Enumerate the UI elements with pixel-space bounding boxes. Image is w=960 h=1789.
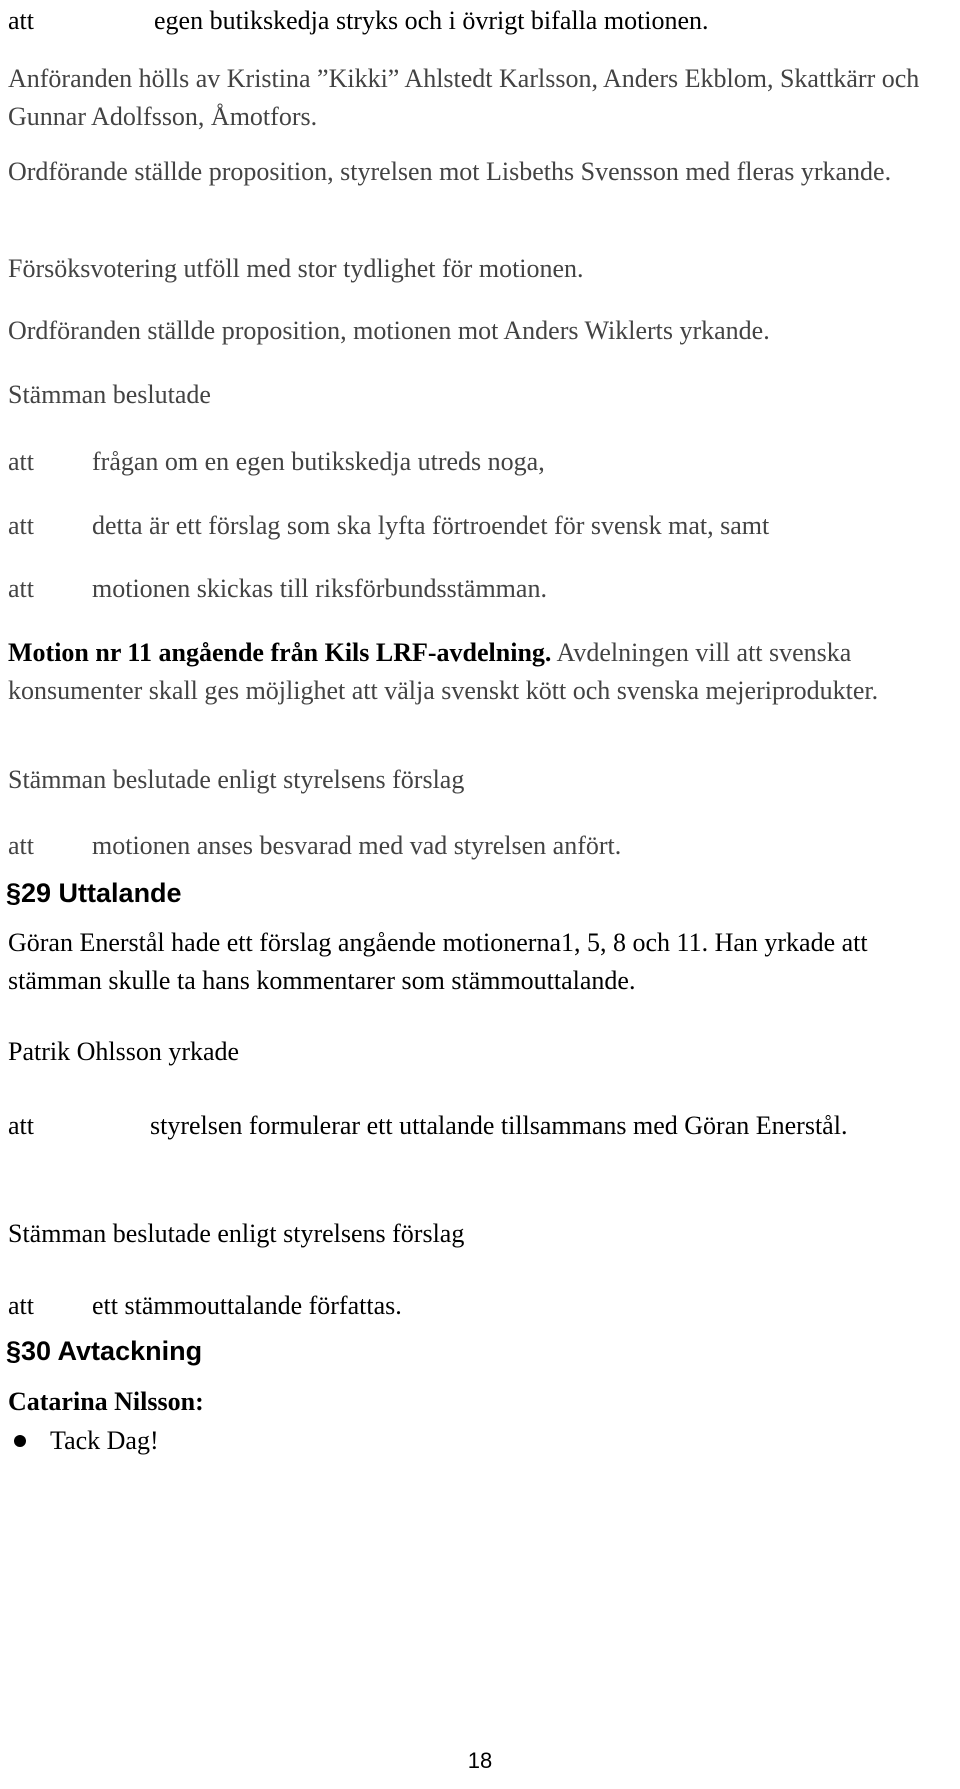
att-label: att <box>8 6 34 35</box>
att-clause <box>8 827 948 865</box>
bullet-icon <box>14 1435 26 1447</box>
att-clause-text: motionen skickas till riksförbundsstämman. <box>92 574 547 603</box>
motion-11-title: Motion nr 11 angående från Kils LRF-avdelning. <box>8 638 552 667</box>
list-item <box>10 1422 410 1460</box>
att-clause-text: frågan om en egen butikskedja utreds noga, <box>92 447 545 476</box>
att-clause-text: styrelsen formulerar ett uttalande tillsammans med Göran Enerstål. <box>150 1111 848 1140</box>
trial-vote-paragraph: Försöksvotering utföll med stor tydlighet för motionen. <box>8 254 584 283</box>
section-29-heading: §29 Uttalande <box>6 878 182 908</box>
att-clause <box>8 2 948 40</box>
att-clause <box>8 570 948 608</box>
att-label: att <box>8 1291 34 1320</box>
chair-proposition-paragraph: Ordförande ställde proposition, styrelsen mot Lisbeths Svensson med fleras yrkande. <box>8 157 892 186</box>
att-label: att <box>8 447 34 476</box>
att-clause <box>8 507 948 545</box>
att-clause <box>8 1107 948 1187</box>
att-label: att <box>8 511 34 540</box>
att-clause-text: ett stämmouttalande författas. <box>92 1291 402 1320</box>
att-label: att <box>8 574 34 603</box>
chair-proposition-paragraph-2: Ordföranden ställde proposition, motionen mot Anders Wiklerts yrkande. <box>8 316 770 345</box>
section-29-paragraph: Göran Enerstål hade ett förslag angående motionerna1, 5, 8 och 11. Han yrkade att stämman skulle ta hans kommentarer som stämmouttalande. <box>8 928 868 995</box>
speaker-label: Catarina Nilsson: <box>8 1387 204 1416</box>
decision-intro: Stämman beslutade <box>8 380 211 409</box>
proposer-line: Patrik Ohlsson yrkade <box>8 1037 240 1066</box>
speeches-paragraph: Anföranden hölls av Kristina ”Kikki” Ahlstedt Karlsson, Anders Ekblom, Skattkärr och Gunnar Adolfsson, Åmotfors. <box>8 64 920 131</box>
decision-intro: Stämman beslutade enligt styrelsens förslag <box>8 1219 465 1248</box>
motion-11-body: Avdelningen vill att svenska konsumenter skall ges möjlighet att välja svenskt kött och svenska mejeriprodukter. <box>8 638 879 705</box>
att-clause-text: egen butikskedja stryks och i övrigt bifalla motionen. <box>154 6 709 35</box>
decision-intro: Stämman beslutade enligt styrelsens förslag <box>8 765 465 794</box>
list-item-text: Tack Dag! <box>50 1426 159 1455</box>
att-clause-text: motionen anses besvarad med vad styrelsen anfört. <box>92 831 622 860</box>
section-30-heading: §30 Avtackning <box>6 1336 203 1366</box>
att-label: att <box>8 831 34 860</box>
motion-11-paragraph <box>8 634 948 710</box>
att-clause <box>8 1287 948 1325</box>
att-label: att <box>8 1111 34 1140</box>
att-clause <box>8 443 948 481</box>
att-clause-text: detta är ett förslag som ska lyfta förtroendet för svensk mat, samt <box>92 511 770 540</box>
page-number: 18 <box>467 1748 493 1773</box>
